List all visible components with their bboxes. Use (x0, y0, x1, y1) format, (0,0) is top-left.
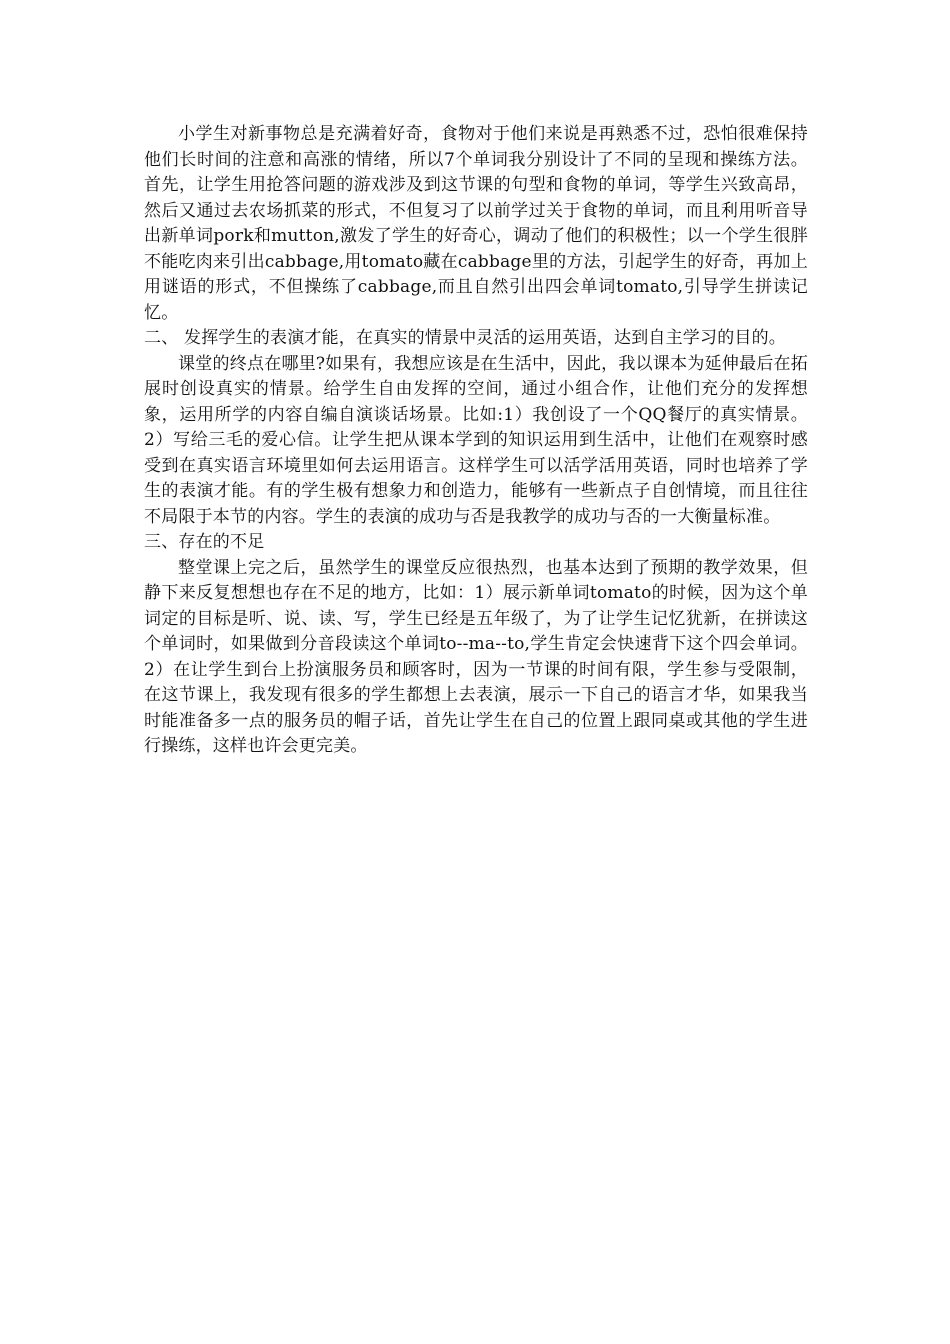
paragraph-real-situations: 课堂的终点在哪里?如果有，我想应该是在生活中，因此，我以课本为延伸最后在拓展时创设真实的情景。给学生自由发挥的空间，通过小组合作，让他们充分的发挥想象，运用所学的内容自编自演谈话场景。比如:1）我创设了一个QQ餐厅的真实情景。2）写给三毛的爱心信。让学生把从课本学到的知识运用到生活中，让他们在观察时感受到在真实语言环境里如何去运用语言。这样学生可以活学活用英语，同时也培养了学生的表演才能。有的学生极有想象力和创造力，能够有一些新点子自创情境，而且往往不局限于本节的内容。学生的表演的成功与否是我教学的成功与否的一大衡量标准。 (144, 353, 808, 527)
paragraph-improvements: 整堂课上完之后，虽然学生的课堂反应很热烈，也基本达到了预期的教学效果，但静下来反复想想也存在不足的地方，比如：1）展示新单词tomato的时候，因为这个单词定的目标是听、说、读、写，学生已经是五年级了，为了让学生记忆犹新，在拼读这个单词时，如果做到分音段读这个单词to--ma--to,学生肯定会快速背下这个四会单词。2）在让学生到台上扮演服务员和顾客时，因为一节课的时间有限，学生参与受限制，在这节课上，我发现有很多的学生都想上去表演，展示一下自己的语言才华，如果我当时能准备多一点的服务员的帽子话，首先让学生在自己的位置上跟同桌或其他的学生进行操练，这样也许会更完美。 (144, 557, 808, 756)
section-heading-performance: 二、 发挥学生的表演才能，在真实的情景中灵活的运用英语，达到自主学习的目的。 (144, 328, 787, 348)
section-heading-shortcomings: 三、存在的不足 (144, 532, 265, 552)
paragraph-food-vocabulary: 小学生对新事物总是充满着好奇，食物对于他们来说是再熟悉不过，恐怕很难保持他们长时间的注意和高涨的情绪，所以7个单词我分别设计了不同的呈现和操练方法。首先，让学生用抢答问题的游戏涉及到这节课的句型和食物的单词，等学生兴致高昂，然后又通过去农场抓菜的形式，不但复习了以前学过关于食物的单词，而且利用听音导出新单词pork和mutton,激发了学生的好奇心，调动了他们的积极性；以一个学生很胖不能吃肉来引出cabbage,用tomato藏在cabbage里的方法，引起学生的好奇，再加上用谜语的形式，不但操练了cabbage,而且自然引出四会单词tomato,引导学生拼读记忆。 (144, 124, 808, 323)
document-body (144, 122, 808, 760)
